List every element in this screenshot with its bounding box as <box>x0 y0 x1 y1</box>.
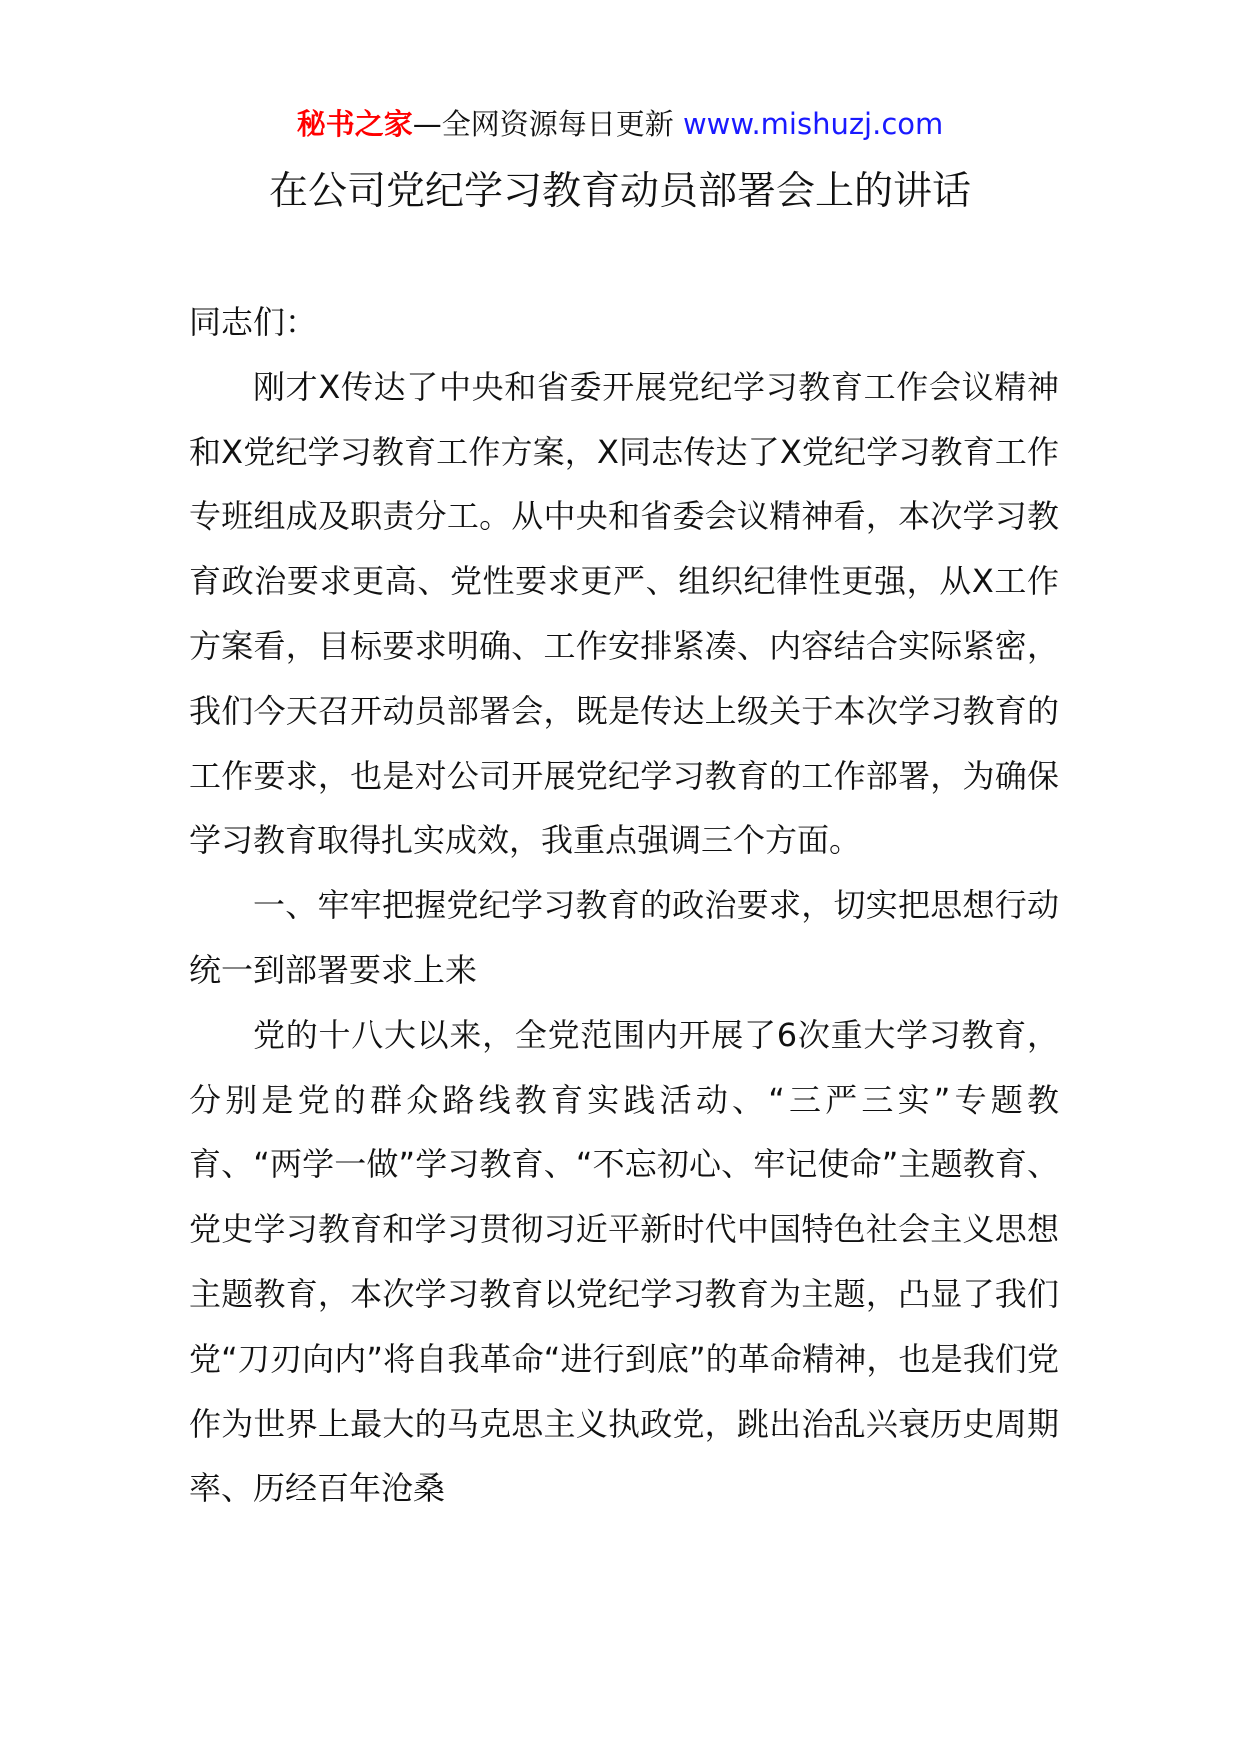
document-title: 在公司党纪学习教育动员部署会上的讲话 <box>268 169 971 214</box>
watermark-header <box>0 100 1240 148</box>
header-tagline: —全网资源每日更新 <box>412 107 674 141</box>
header-brand: 秘书之家 <box>296 107 413 141</box>
header-url[interactable]: www.mishuzj.com <box>673 107 944 141</box>
paragraph-intro: 刚才X传达了中央和省委开展党纪学习教育工作会议精神和X党纪学习教育工作方案，X同志传达了X党纪学习教育工作专班组成及职责分工。从中央和省委会议精神看，本次学习教育政治要求更高、党性要求更严、组织纪律性更强，从X工作方案看，目标要求明确、工作安排紧凑、内容结合实际紧密，我们今天召开动员部署会，既是传达上级关于本次学习教育的工作要求，也是对公司开展党纪学习教育的工作部署，为确保学习教育取得扎实成效，我重点强调三个方面。 <box>189 367 1059 860</box>
document-body <box>189 290 1059 1521</box>
salutation: 同志们： <box>189 303 318 341</box>
paragraph-section-1: 党的十八大以来，全党范围内开展了6次重大学习教育，分别是党的群众路线教育实践活动、“三严三实”专题教育、“两学一做”学习教育、“不忘初心、牢记使命”主题教育、党史学习教育和学习贯彻习近平新时代中国特色社会主义思想主题教育，本次学习教育以党纪学习教育为主题，凸显了我们党“刀刃向内”将自我革命“进行到底”的革命精神，也是我们党作为世界上最大的马克思主义执政党，跳出治乱兴衰历史周期率、历经百年沧桑 <box>189 1015 1059 1508</box>
section-heading-1: 一、牢牢把握党纪学习教育的政治要求，切实把思想行动统一到部署要求上来 <box>189 886 1059 989</box>
